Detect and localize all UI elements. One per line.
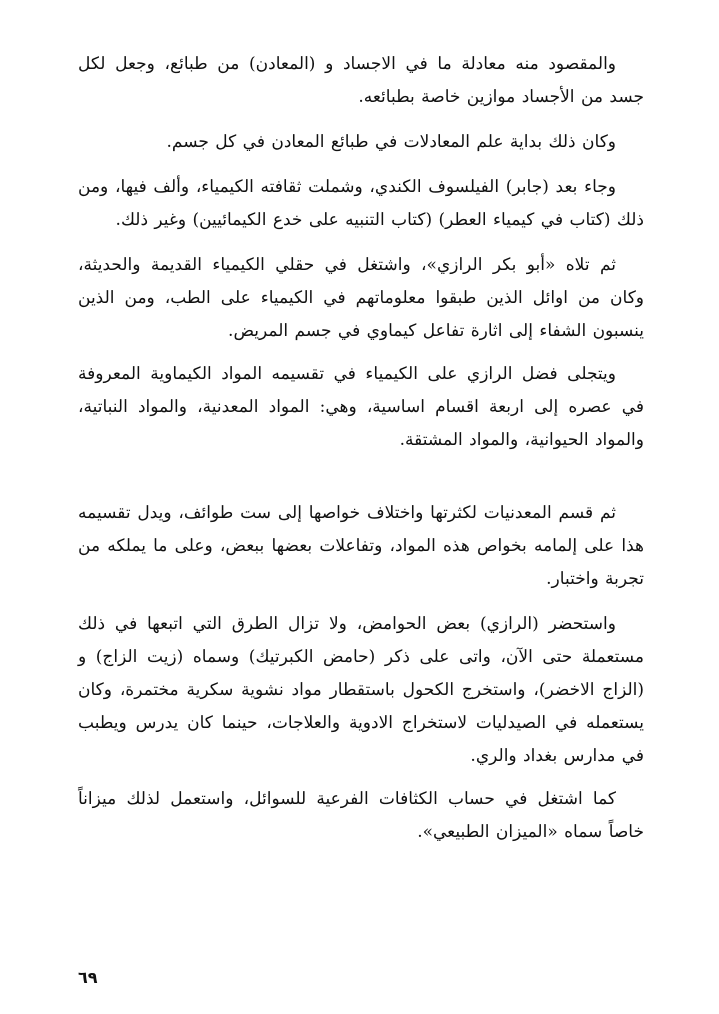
body-text	[78, 48, 644, 849]
page-number: ٦٩	[78, 968, 98, 987]
paragraph-7: واستحضر (الرازي) بعض الحوامض، ولا تزال الطرق التي اتبعها في ذلك مستعملة حتى الآن، واتى على ذكر (حامض الكبرتيك) وسماه (زيت الزاج) و (الزاج الاخضر)، واستخرج الكحول باستقطار مواد نشوية سكرية مختمرة، وكان يستعمله في الصيدليات لاستخراج الادوية والعلاجات، حينما كان يدرس ويطبب في مدارس بغداد والري.	[78, 614, 644, 766]
paragraph-1: والمقصود منه معادلة ما في الاجساد و (المعادن) من طبائع، وجعل لكل جسد من الأجساد موازين خاصة بطبائعه.	[78, 54, 644, 107]
paragraph-8: كما اشتغل في حساب الكثافات الفرعية للسوائل، واستعمل لذلك ميزاناً خاصاً سماه «الميزان الطبيعي».	[78, 789, 644, 842]
paragraph-6: ثم قسم المعدنيات لكثرتها واختلاف خواصها إلى ست طوائف، ويدل تقسيمه هذا على إلمامه بخواص هذه المواد، وتفاعلات بعضها ببعض، وعلى ما يملكه من تجربة واختبار.	[78, 503, 644, 589]
paragraph-5: ويتجلى فضل الرازي على الكيمياء في تقسيمه المواد الكيماوية المعروفة في عصره إلى اربعة اقسام اساسية، وهي: المواد المعدنية، والمواد النباتية، والمواد الحيوانية، والمواد المشتقة.	[78, 364, 644, 450]
paragraph-2: وكان ذلك بداية علم المعادلات في طبائع المعادن في كل جسم.	[166, 132, 616, 152]
paragraph-4: ثم تلاه «أبو بكر الرازي»، واشتغل في حقلي الكيمياء القديمة والحديثة، وكان من اوائل الذين طبقوا معلوماتهم في الكيمياء على الطب، ومن الذين ينسبون الشفاء إلى اثارة تفاعل كيماوي في جسم المريض.	[78, 255, 644, 341]
paragraph-3: وجاء بعد (جابر) الفيلسوف الكندي، وشملت ثقافته الكيمياء، وألف فيها، ومن ذلك (كتاب في كيمياء العطر) (كتاب التنبيه على خدع الكيمائيين) وغير ذلك.	[78, 177, 644, 230]
